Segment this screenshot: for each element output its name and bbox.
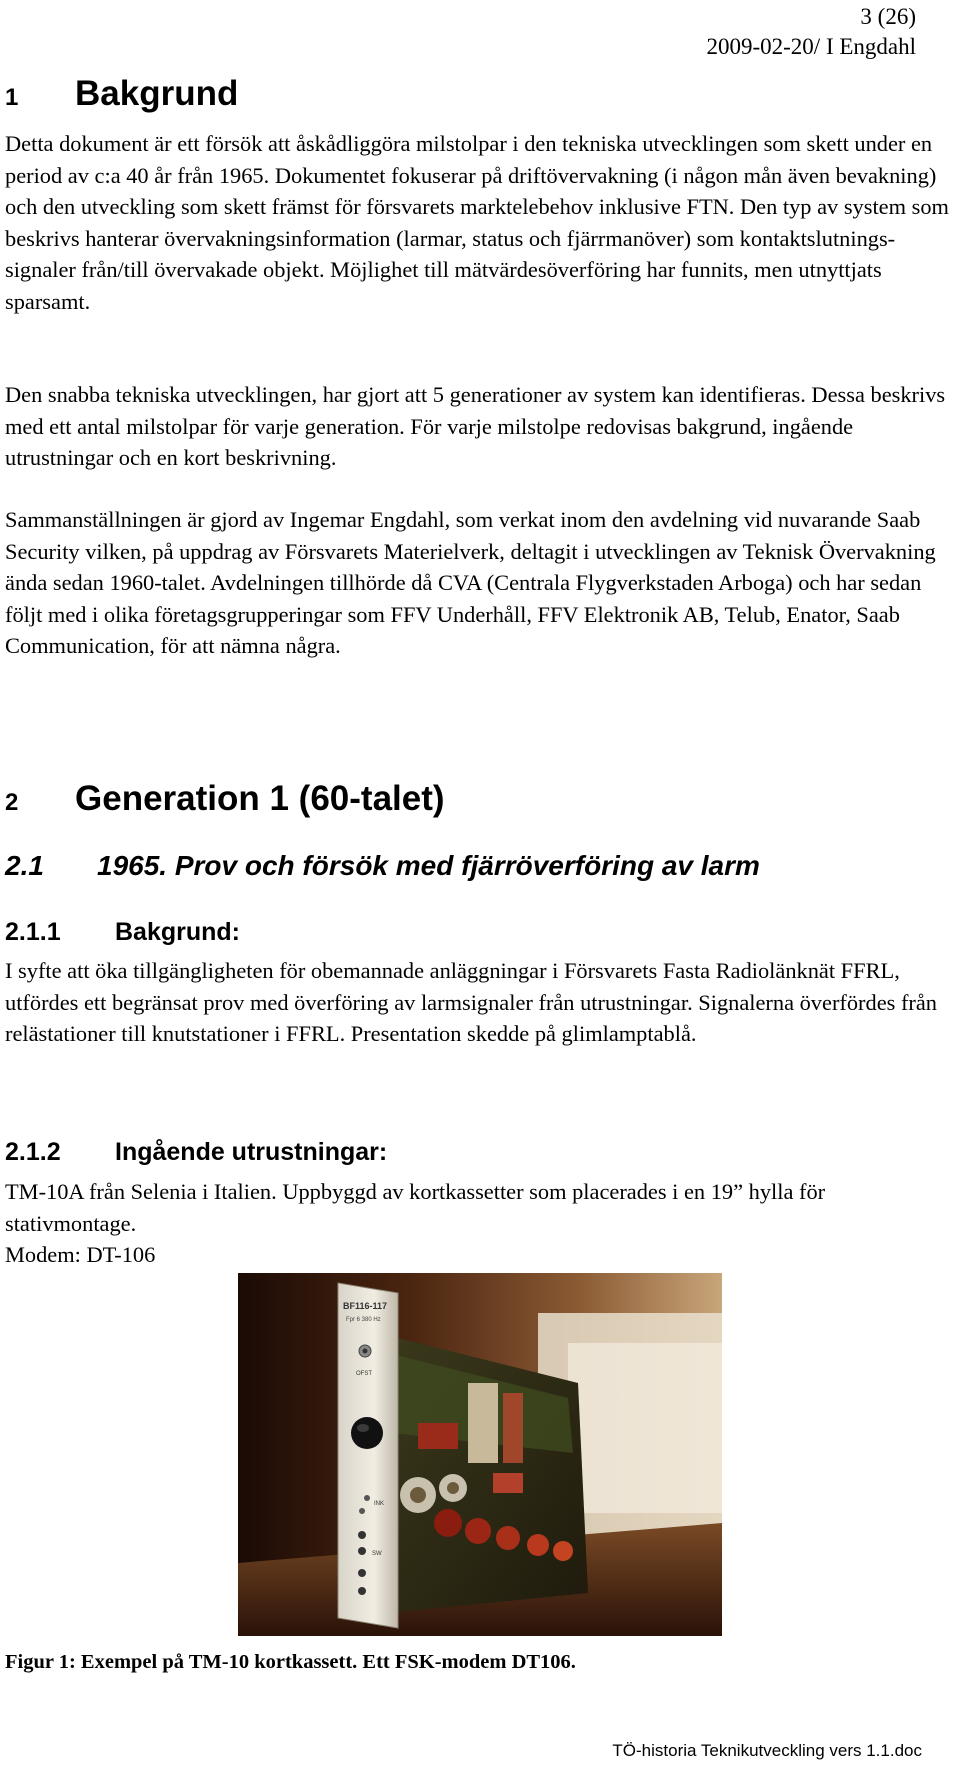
figure-photo <box>238 1273 722 1636</box>
heading-section-2-1 <box>5 850 760 882</box>
modem-line: Modem: DT-106 <box>5 1242 156 1267</box>
page-number: 3 (26) <box>860 4 916 29</box>
heading-section-2 <box>5 779 445 819</box>
paragraph: Den snabba tekniska utvecklingen, har gjort att 5 generationer av system kan identifieras. Dessa beskrivs med ett antal milstolpar för varje generation. För varje milstolpe redovisas bakgrund, ingående utrustningar och en kort beskrivning. <box>5 382 946 470</box>
heading-section-1 <box>5 74 238 114</box>
section-title: Generation 1 (60-talet) <box>75 779 445 818</box>
section-number: 2 <box>5 789 19 816</box>
panel-label: BF116-117 <box>343 1301 388 1311</box>
section-title: Bakgrund <box>75 74 239 113</box>
page-header <box>706 2 916 62</box>
section-number: 2.1.2 <box>5 1138 61 1166</box>
heading-section-2-1-1 <box>5 918 240 947</box>
paragraph: Detta dokument är ett försök att åskådliggöra milstolpar i den tekniska utvecklingen som skett under en period av c:a 40 år från 1965. Dokumentet fokuserar på driftövervakning (i någon mån även bevakning) och den utveckling som skett främst för försvarets marktelebehov inklusive FTN. Den typ av system som beskrivs hanterar övervakningsinformation (larmar, status och fjärrmanöver) som kontaktslutnings-signaler från/till övervakade objekt. Möjlighet till mätvärdesöverföring har funnits, men utnyttjats sparsamt. <box>5 131 949 314</box>
header-date-author: 2009-02-20/ I Engdahl <box>706 34 916 59</box>
section-number: 2.1.1 <box>5 918 61 946</box>
panel-label-lower-1: INK <box>374 1501 385 1507</box>
page-footer: TÖ-historia Teknikutveckling vers 1.1.doc <box>612 1741 922 1760</box>
heading-section-2-1-2 <box>5 1138 387 1167</box>
panel-mark: OFST <box>356 1371 372 1377</box>
section-title: 1965. Prov och försök med fjärröverföring av larm <box>97 850 760 881</box>
panel-label-lower-2: SW <box>372 1551 382 1557</box>
paragraph: TM-10A från Selenia i Italien. Uppbyggd av kortkassetter som placerades i en 19” hylla för stativmontage. <box>5 1179 826 1236</box>
panel-sublabel: Fpr 6 380 Hz <box>346 1317 381 1323</box>
section-number: 2.1 <box>5 850 44 881</box>
figure-caption: Figur 1: Exempel på TM-10 kortkassett. Ett FSK-modem DT106. <box>5 1651 576 1673</box>
section-title: Bakgrund: <box>115 918 240 946</box>
section-title: Ingående utrustningar: <box>115 1138 388 1166</box>
section-number: 1 <box>5 84 19 111</box>
paragraph: I syfte att öka tillgängligheten för obemannade anläggningar i Försvarets Fasta Radiolänknät FFRL, utfördes ett begränsat prov med överföring av larmsignaler från utrustningar. Signalerna överfördes från relästationer till knutstationer i FFRL. Presentation skedde på glimlamptablå. <box>5 958 937 1046</box>
paragraph: Sammanställningen är gjord av Ingemar Engdahl, som verkat inom den avdelning vid nuvarande Saab Security vilken, på uppdrag av Försvarets Materielverk, deltagit i utvecklingen av Teknisk Övervakning ända sedan 1960-talet. Avdelningen tillhörde då CVA (Centrala Flygverkstaden Arboga) och har sedan följt med i olika företagsgrupperingar som FFV Underhåll, FFV Elektronik AB, Telub, Enator, Saab Communication, för att nämna några. <box>5 507 936 658</box>
